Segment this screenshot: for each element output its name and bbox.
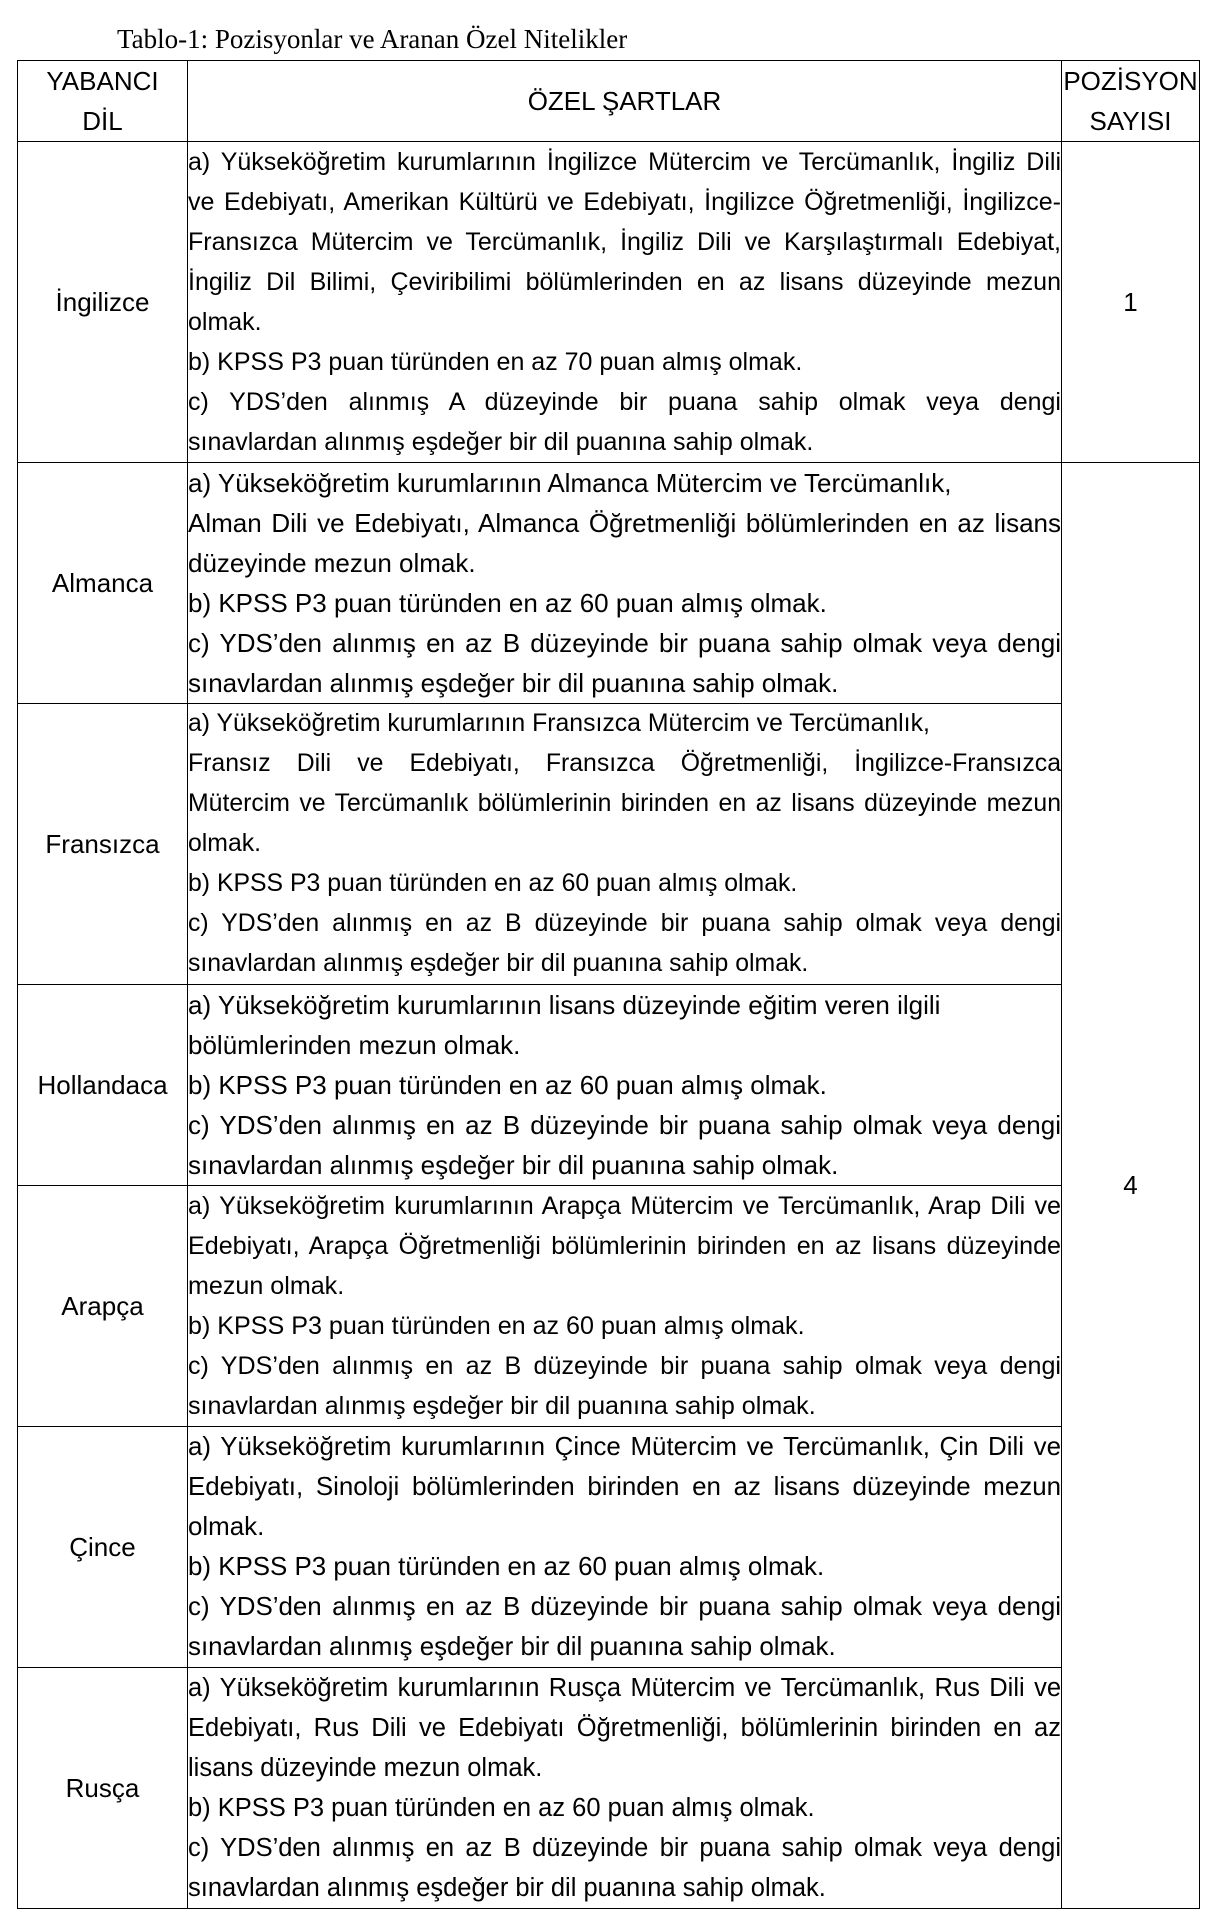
req-line: lisans düzeyinde mezun olmak. bbox=[188, 1754, 543, 1782]
req-line: b) KPSS P3 puan türünden en az 60 puan almış olmak. bbox=[188, 1070, 827, 1100]
table-row bbox=[18, 704, 1200, 985]
language-cell: Arapça bbox=[18, 1186, 188, 1427]
req-line: a) Yükseköğretim kurumlarının Rusça Mütercim ve Tercümanlık, Rus Dili ve bbox=[188, 1674, 1061, 1702]
req-line: sınavlardan alınmış eşdeğer bir dil puanına sahip olmak. bbox=[188, 428, 814, 456]
requirements-cell bbox=[188, 142, 1062, 463]
req-line: düzeyinde mezun olmak. bbox=[188, 548, 476, 578]
requirements-cell bbox=[188, 463, 1062, 704]
req-line: b) KPSS P3 puan türünden en az 60 puan almış olmak. bbox=[188, 1312, 805, 1340]
header-positions-line: SAYISI bbox=[1089, 106, 1172, 136]
header-language bbox=[18, 61, 188, 142]
req-line: b) KPSS P3 puan türünden en az 60 puan almış olmak. bbox=[188, 1794, 815, 1822]
language-cell: Almanca bbox=[18, 463, 188, 704]
req-line: c) YDS’den alınmış en az B düzeyinde bir puana sahip olmak veya dengi bbox=[188, 1352, 1061, 1380]
req-line: c) YDS’den alınmış en az B düzeyinde bir puana sahip olmak veya dengi bbox=[188, 910, 1061, 937]
position-count-cell: 1 bbox=[1062, 142, 1200, 463]
req-line: b) KPSS P3 puan türünden en az 60 puan almış olmak. bbox=[188, 870, 798, 897]
header-language-line: DİL bbox=[82, 106, 123, 136]
req-line: sınavlardan alınmış eşdeğer bir dil puanına sahip olmak. bbox=[188, 1392, 816, 1420]
language-cell: Fransızca bbox=[18, 704, 188, 985]
req-line: a) Yükseköğretim kurumlarının Almanca Mütercim ve Tercümanlık, bbox=[188, 468, 952, 498]
req-line: sınavlardan alınmış eşdeğer bir dil puanına sahip olmak. bbox=[188, 950, 809, 977]
req-line: Edebiyatı, Arapça Öğretmenliği bölümlerinin birinden en az lisans düzeyinde bbox=[188, 1232, 1061, 1260]
position-count-cell: 4 bbox=[1062, 463, 1200, 1909]
req-line: Alman Dili ve Edebiyatı, Almanca Öğretmenliği bölümlerinden en az lisans bbox=[188, 508, 1061, 538]
req-line: Mütercim ve Tercümanlık bölümlerinin birinden en az lisans düzeyinde mezun bbox=[188, 790, 1061, 817]
req-line: İngiliz Dil Bilimi, Çeviribilimi bölümlerinden en az lisans düzeyinde mezun bbox=[188, 268, 1061, 296]
header-positions bbox=[1062, 61, 1200, 142]
req-line: a) Yükseköğretim kurumlarının Arapça Mütercim ve Tercümanlık, Arap Dili ve bbox=[188, 1192, 1061, 1220]
requirements-cell bbox=[188, 704, 1062, 985]
requirements-cell bbox=[188, 1427, 1062, 1668]
req-line: c) YDS’den alınmış en az B düzeyinde bir puana sahip olmak veya dengi bbox=[188, 1110, 1061, 1140]
positions-table bbox=[17, 60, 1200, 1909]
requirements-cell bbox=[188, 985, 1062, 1186]
req-line: a) Yükseköğretim kurumlarının İngilizce Mütercim ve Tercümanlık, İngiliz Dili bbox=[188, 148, 1061, 176]
language-cell: Rusça bbox=[18, 1668, 188, 1909]
req-line: olmak. bbox=[188, 1513, 265, 1541]
req-line: b) KPSS P3 puan türünden en az 60 puan almış olmak. bbox=[188, 588, 827, 618]
req-line: a) Yükseköğretim kurumlarının Fransızca Mütercim ve Tercümanlık, bbox=[188, 710, 930, 737]
req-line: c) YDS’den alınmış en az B düzeyinde bir puana sahip olmak veya dengi bbox=[188, 1834, 1061, 1862]
requirements-cell bbox=[188, 1668, 1062, 1909]
language-cell: İngilizce bbox=[18, 142, 188, 463]
req-line: Fransız Dili ve Edebiyatı, Fransızca Öğretmenliği, İngilizce-Fransızca bbox=[188, 750, 1061, 777]
req-line: Fransızca Mütercim ve Tercümanlık, İngiliz Dili ve Karşılaştırmalı Edebiyat, bbox=[188, 228, 1061, 256]
req-line: sınavlardan alınmış eşdeğer bir dil puanına sahip olmak. bbox=[188, 1874, 826, 1902]
req-line: bölümlerinden mezun olmak. bbox=[188, 1030, 521, 1060]
req-line: Edebiyatı, Rus Dili ve Edebiyatı Öğretmenliği, bölümlerinin birinden en az bbox=[188, 1714, 1061, 1742]
req-line: olmak. bbox=[188, 308, 262, 336]
header-requirements: ÖZEL ŞARTLAR bbox=[188, 61, 1062, 142]
table-row bbox=[18, 142, 1200, 463]
req-line: a) Yükseköğretim kurumlarının Çince Mütercim ve Tercümanlık, Çin Dili ve bbox=[188, 1433, 1061, 1461]
table-header-row bbox=[18, 61, 1200, 142]
language-cell: Hollandaca bbox=[18, 985, 188, 1186]
req-line: ve Edebiyatı, Amerikan Kültürü ve Edebiyatı, İngilizce Öğretmenliği, İngilizce- bbox=[188, 188, 1061, 216]
req-line: b) KPSS P3 puan türünden en az 60 puan almış olmak. bbox=[188, 1553, 825, 1581]
table-row bbox=[18, 985, 1200, 1186]
req-line: olmak. bbox=[188, 830, 262, 857]
table-row bbox=[18, 1427, 1200, 1668]
req-line: Edebiyatı, Sinoloji bölümlerinden birinden en az lisans düzeyinde mezun bbox=[188, 1473, 1061, 1501]
table-row bbox=[18, 1668, 1200, 1909]
req-line: b) KPSS P3 puan türünden en az 70 puan almış olmak. bbox=[188, 348, 803, 376]
req-line: sınavlardan alınmış eşdeğer bir dil puanına sahip olmak. bbox=[188, 1633, 836, 1661]
table-row bbox=[18, 463, 1200, 704]
req-line: a) Yükseköğretim kurumlarının lisans düzeyinde eğitim veren ilgili bbox=[188, 990, 941, 1020]
req-line: sınavlardan alınmış eşdeğer bir dil puanına sahip olmak. bbox=[188, 668, 839, 698]
req-line: c) YDS’den alınmış en az B düzeyinde bir puana sahip olmak veya dengi bbox=[188, 1593, 1061, 1621]
requirements-cell bbox=[188, 1186, 1062, 1427]
req-line: sınavlardan alınmış eşdeğer bir dil puanına sahip olmak. bbox=[188, 1150, 839, 1180]
header-language-line: YABANCI bbox=[46, 66, 159, 96]
req-line: c) YDS’den alınmış A düzeyinde bir puana sahip olmak veya dengi bbox=[188, 388, 1061, 416]
table-caption: Tablo-1: Pozisyonlar ve Aranan Özel Nitelikler bbox=[117, 24, 628, 54]
table-row bbox=[18, 1186, 1200, 1427]
req-line: mezun olmak. bbox=[188, 1272, 345, 1300]
language-cell: Çince bbox=[18, 1427, 188, 1668]
header-positions-line: POZİSYON bbox=[1063, 66, 1198, 96]
req-line: c) YDS’den alınmış en az B düzeyinde bir puana sahip olmak veya dengi bbox=[188, 628, 1061, 658]
